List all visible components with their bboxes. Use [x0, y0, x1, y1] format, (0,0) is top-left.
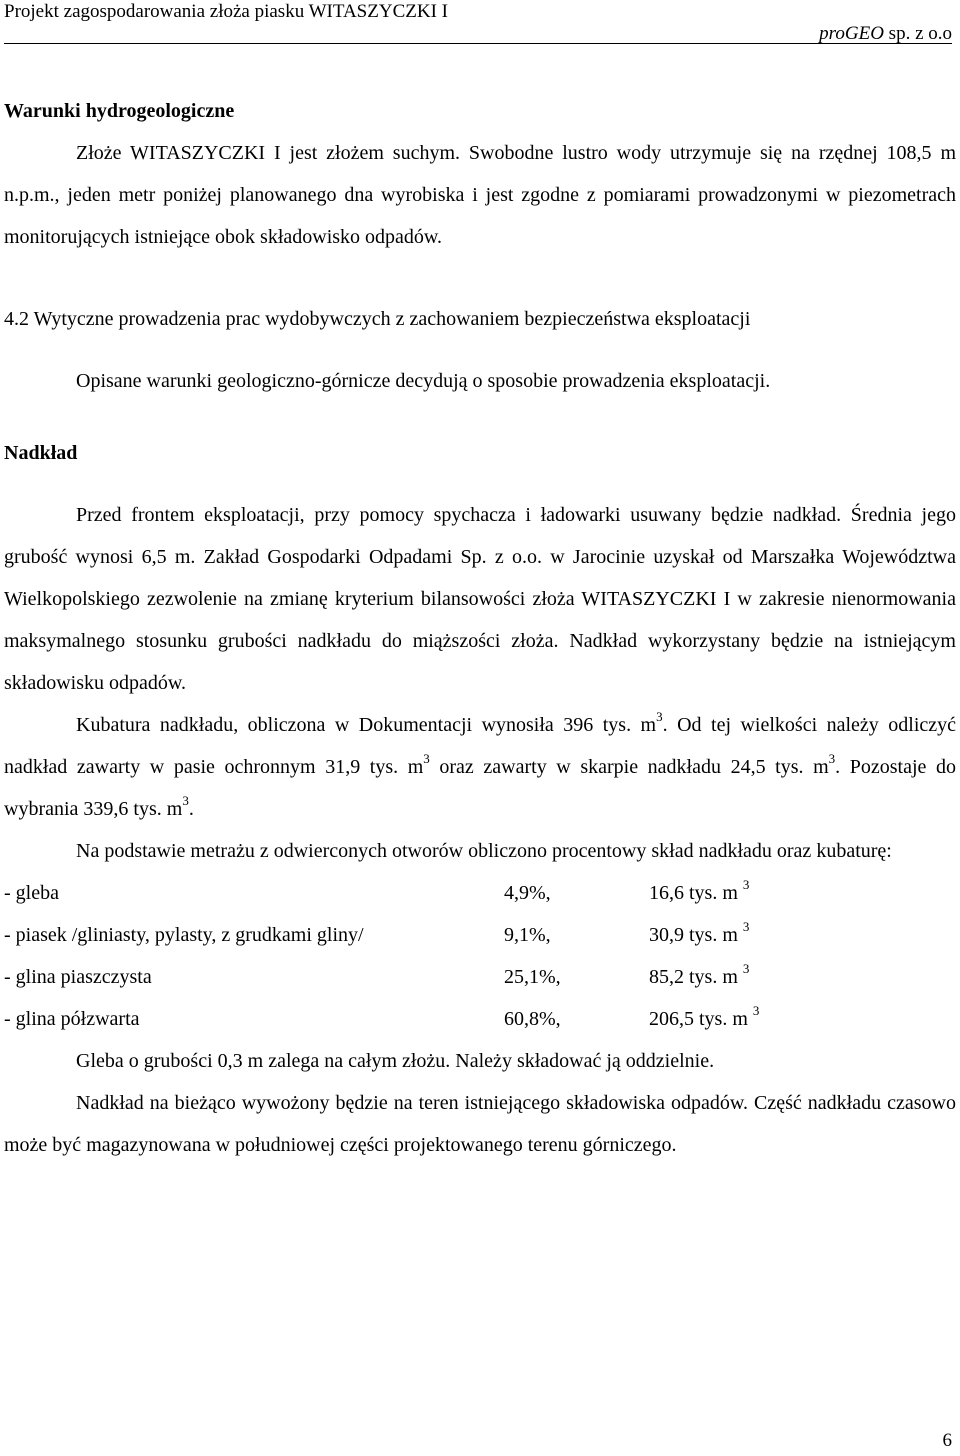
volume-value: 85,2 tys. m	[649, 966, 738, 988]
composition-row	[4, 914, 956, 956]
paragraph-composition-intro: Na podstawie metrażu z odwierconych otworów obliczono procentowy skład nadkładu oraz kubaturę:	[76, 840, 892, 862]
material-percent: 9,1%,	[504, 924, 551, 946]
paragraph-conditions: Opisane warunki geologiczno-górnicze decydują o sposobie prowadzenia eksploatacji.	[76, 370, 771, 392]
paragraph-overburden-transport: Nadkład na bieżąco wywożony będzie na teren istniejącego składowiska odpadów. Część nadkładu czasowo może być magazynowana w południowej części projektowanego terenu górniczego.	[4, 1092, 956, 1156]
volume-value: 16,6 tys. m	[649, 882, 738, 904]
material-name: - piasek /gliniasty, pylasty, z grudkami gliny/	[4, 924, 364, 946]
paragraph-hydrogeology: Złoże WITASZYCZKI I jest złożem suchym. Swobodne lustro wody utrzymuje się na rzędnej 108,5 m n.p.m., jeden metr poniżej planowanego dna wyrobiska i jest zgodne z pomiarami prowadzonymi w piezometrach monitorujących istniejące obok składowisko odpadów.	[4, 142, 956, 248]
header-divider	[4, 43, 952, 44]
paragraph-overburden-removal: Przed frontem eksploatacji, przy pomocy spychacza i ładowarki usuwany będzie nadkład. Średnia jego grubość wynosi 6,5 m. Zakład Gospodarki Odpadami Sp. z o.o. w Jarocinie uzyskał od Marszałka Województwa Wielkopolskiego zezwolenie na zmianę kryterium bilansowości złoża WITASZYCZKI I w zakresie nienormowania maksymalnego stosunku grubości nadkładu do miąższości złoża. Nadkład wykorzystany będzie na istniejącym składowisku odpadów.	[4, 504, 956, 694]
superscript-3: 3	[182, 793, 189, 809]
company-name-italic: proGEO	[819, 23, 884, 44]
volume-text-2: . Od tej wielkości należy odliczyć nadkład zawarty w pasie ochronnym 31,9 tys. m	[4, 714, 957, 778]
volume-value: 206,5 tys. m	[649, 1008, 748, 1030]
document-body	[4, 90, 956, 1166]
spacer	[4, 402, 956, 432]
company-name-header	[819, 24, 952, 44]
material-volume	[649, 872, 749, 914]
volume-value: 30,9 tys. m	[649, 924, 738, 946]
superscript-3: 3	[752, 1003, 760, 1019]
superscript-3: 3	[742, 877, 750, 893]
volume-text-5: .	[188, 798, 194, 820]
material-volume	[649, 956, 749, 998]
page-number: 6	[942, 1430, 952, 1451]
composition-row	[4, 998, 956, 1040]
material-name: - gleba	[4, 882, 59, 904]
material-name: - glina półzwarta	[4, 1008, 140, 1030]
material-volume	[649, 998, 759, 1040]
page-header	[4, 2, 952, 42]
superscript-3: 3	[828, 751, 836, 767]
paragraph-topsoil: Gleba o grubości 0,3 m zalega na całym złożu. Należy składować ją oddzielnie.	[76, 1050, 715, 1072]
superscript-3: 3	[742, 961, 750, 977]
volume-text-3: oraz zawarty w skarpie nadkładu 24,5 tys. m	[429, 756, 829, 778]
material-name: - glina piaszczysta	[4, 966, 152, 988]
volume-text-1: Kubatura nadkładu, obliczona w Dokumentacji wynosiła 396 tys. m	[76, 714, 657, 736]
material-percent: 25,1%,	[504, 966, 561, 988]
heading-hydrogeology: Warunki hydrogeologiczne	[4, 100, 235, 122]
document-title-header: Projekt zagospodarowania złoża piasku WITASZYCZKI I	[4, 1, 448, 22]
material-percent: 60,8%,	[504, 1008, 561, 1030]
spacer	[4, 258, 956, 298]
superscript-3: 3	[656, 709, 663, 725]
spacer	[4, 340, 956, 360]
superscript-3: 3	[423, 751, 430, 767]
company-name-rest: sp. z o.o	[883, 23, 952, 44]
composition-row	[4, 872, 956, 914]
volume-text-4: . Pozostaje do wybrania 339,6 tys. m	[4, 756, 956, 820]
composition-row	[4, 956, 956, 998]
heading-section-4-2: 4.2 Wytyczne prowadzenia prac wydobywczych z zachowaniem bezpieczeństwa eksploatacji	[4, 308, 751, 330]
material-percent: 4,9%,	[504, 882, 551, 904]
material-volume	[649, 914, 749, 956]
superscript-3: 3	[742, 919, 750, 935]
heading-overburden: Nadkład	[4, 442, 78, 464]
spacer	[4, 474, 956, 494]
composition-table	[4, 872, 956, 1040]
paragraph-overburden-volume	[4, 704, 956, 830]
